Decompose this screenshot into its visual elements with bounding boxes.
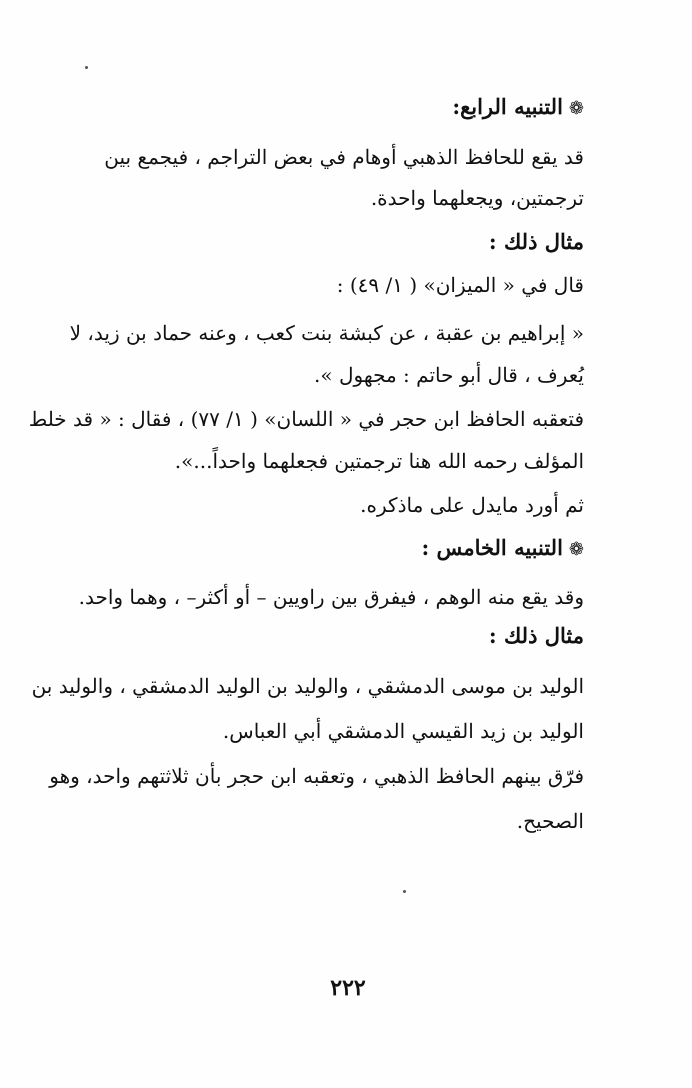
page-number: ٢٢٢	[330, 975, 366, 1001]
paragraph-line: ترجمتين، ويجعلهما واحدة.	[370, 186, 584, 210]
paragraph-line: وقد يقع منه الوهم ، فيفرق بين راويين – أو أكثر– ، وهما واحد.	[78, 585, 584, 609]
heading-fifth-note	[421, 533, 584, 565]
flower-ornament-icon: ❁	[568, 98, 584, 119]
paragraph-line: المؤلف رحمه الله هنا ترجمتين فجعلهما واحداً...».	[174, 449, 584, 473]
example-heading: مثال ذلك :	[488, 623, 584, 648]
speck-mark	[85, 66, 88, 69]
heading-text: التنبيه الخامس :	[421, 535, 563, 560]
paragraph-line: فرّق بينهم الحافظ الذهبي ، وتعقبه ابن حجر بأن ثلاثتهم واحد، وهو	[49, 764, 584, 788]
quote-line: يُعرف ، قال أبو حاتم : مجهول ».	[314, 363, 584, 387]
quote-line: « إبراهيم بن عقبة ، عن كبشة بنت كعب ، وعنه حماد بن زيد، لا	[69, 321, 584, 345]
speck-mark	[403, 890, 406, 893]
paragraph-line: ثم أورد مايدل على ماذكره.	[360, 493, 584, 517]
heading-text: التنبيه الرابع:	[452, 94, 563, 119]
paragraph-line: قال في « الميزان» ( ١/ ٤٩) :	[336, 273, 584, 297]
paragraph-line: فتعقبه الحافظ ابن حجر في « اللسان» ( ١/ ٧٧) ، فقال : « قد خلط	[28, 407, 584, 431]
example-heading: مثال ذلك :	[488, 229, 584, 254]
paragraph-line: الوليد بن موسى الدمشقي ، والوليد بن الوليد الدمشقي ، والوليد بن	[31, 674, 584, 698]
paragraph-line: قد يقع للحافظ الذهبي أوهام في بعض التراجم ، فيجمع بين	[104, 145, 584, 169]
heading-fourth-note	[452, 92, 584, 124]
flower-ornament-icon: ❁	[568, 539, 584, 560]
paragraph-line: الصحيح.	[516, 809, 584, 833]
paragraph-line: الوليد بن زيد القيسي الدمشقي أبي العباس.	[222, 719, 584, 743]
